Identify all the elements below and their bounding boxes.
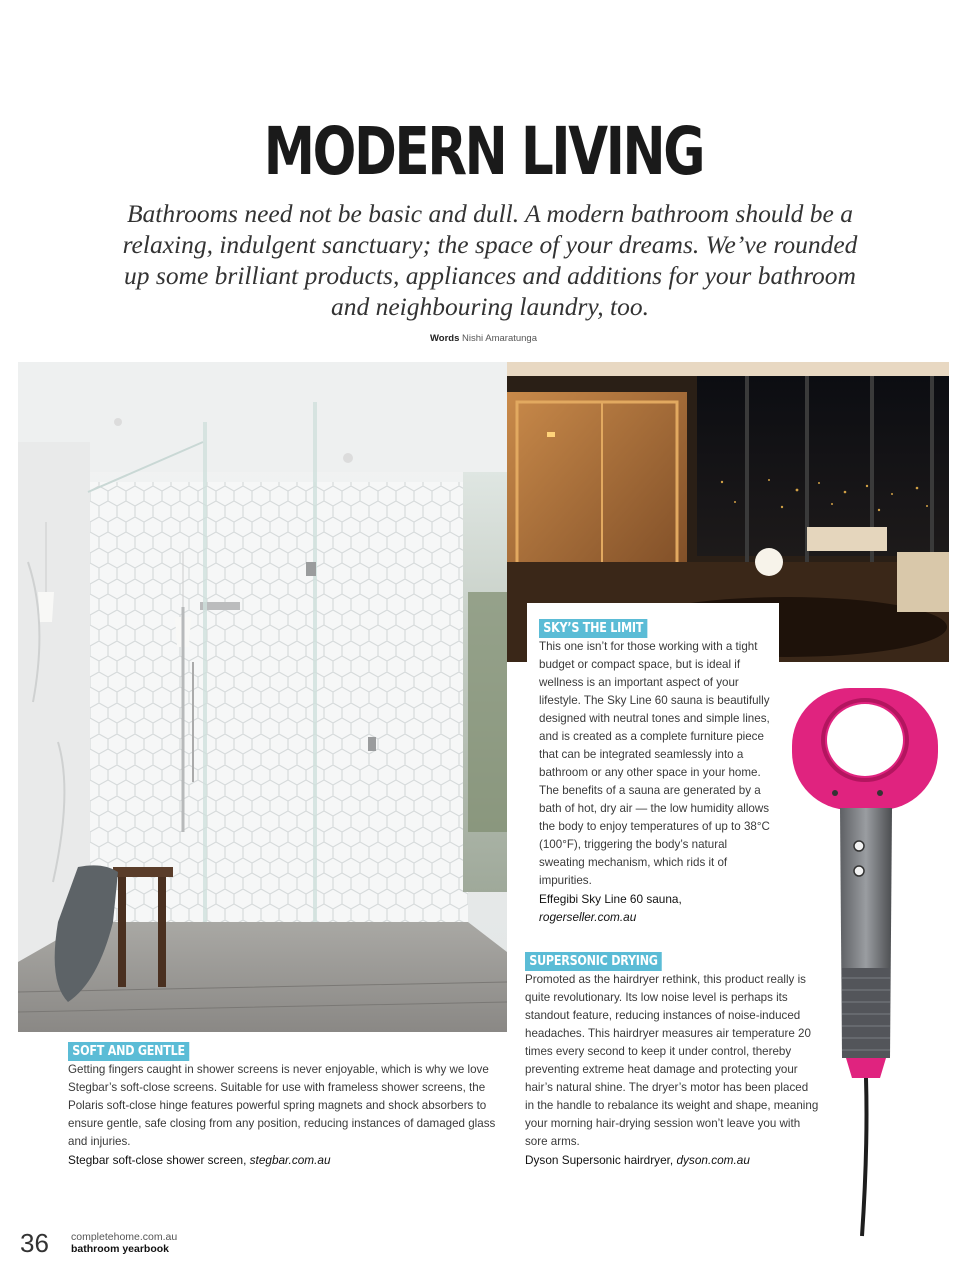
supersonic-section	[525, 952, 820, 1169]
soft-heading: SOFT AND GENTLE	[68, 1042, 189, 1061]
standfirst: Bathrooms need not be basic and dull. A modern bathroom should be a relaxing, indulgent sanctuary; the space of your dreams. We’ve rounded up some brilliant products, appliances and additions for your bathroom and neighbouring laundry, too.	[122, 199, 858, 321]
soft-caption	[68, 1151, 513, 1169]
sky-link[interactable]: rogerseller.com.au	[539, 910, 637, 924]
soft-link[interactable]: stegbar.com.au	[249, 1153, 331, 1167]
supersonic-link[interactable]: dyson.com.au	[676, 1153, 750, 1167]
sky-body: This one isn’t for those working with a tight budget or compact space, but is ideal if wellness is an important aspect of your lifestyle. The Sky Line 60 sauna is beautifully designed with neutral tones and simple lines, and is created as a complete furniture piece that can be integrated seamlessly into a bathroom or any other space in your home. The benefits of a sauna are generated by a bath of hot, dry air — the low humidity allows the body to enjoy temperatures of up to 38°C (100°F), triggering the body’s natural sweating mechanism, which rids it of impurities.	[539, 640, 770, 887]
sky-product: Effegibi Sky Line 60 sauna,	[539, 892, 682, 906]
supersonic-caption	[525, 1151, 820, 1169]
shower-screen-photo	[18, 362, 507, 1032]
page-number: 36	[20, 1228, 49, 1258]
byline-author: Nishi Amaratunga	[462, 333, 537, 344]
soft-body: Getting fingers caught in shower screens is never enjoyable, which is why we love Stegbar’s soft-close screens. Suitable for use with frameless shower screens, the Polaris soft-close hinge features powerful spring magnets and shock absorbers to ensure gentle, safe closing from any position, reducing instances of damaged glass and injuries.	[68, 1063, 496, 1148]
sky-section	[539, 619, 774, 926]
shower-illustration	[18, 362, 507, 1032]
footer-publication: bathroom yearbook	[71, 1243, 170, 1255]
supersonic-heading: SUPERSONIC DRYING	[525, 952, 662, 971]
page-title: MODERN LIVING	[263, 113, 704, 190]
byline-label: Words	[429, 333, 460, 344]
byline	[0, 333, 967, 344]
supersonic-body: Promoted as the hairdryer rethink, this product really is quite revolutionary. Its low noise level is perhaps its standout feature, reducing instances of noise-induced headaches. This hairdryer measures air temperature 20 times every second to keep it under control, thereby preventing extreme heat damage and protecting your hair’s natural shine. The dryer’s motor has been placed in the handle to rebalance its weight and shape, meaning your morning hair-drying session won’t leave you with sore arms.	[525, 973, 819, 1148]
footer-site[interactable]: completehome.com.au	[71, 1231, 178, 1243]
soft-product: Stegbar soft-close shower screen,	[68, 1153, 247, 1167]
soft-section	[68, 1042, 513, 1169]
sky-heading: SKY’S THE LIMIT	[539, 619, 647, 638]
supersonic-product: Dyson Supersonic hairdryer,	[525, 1153, 674, 1167]
